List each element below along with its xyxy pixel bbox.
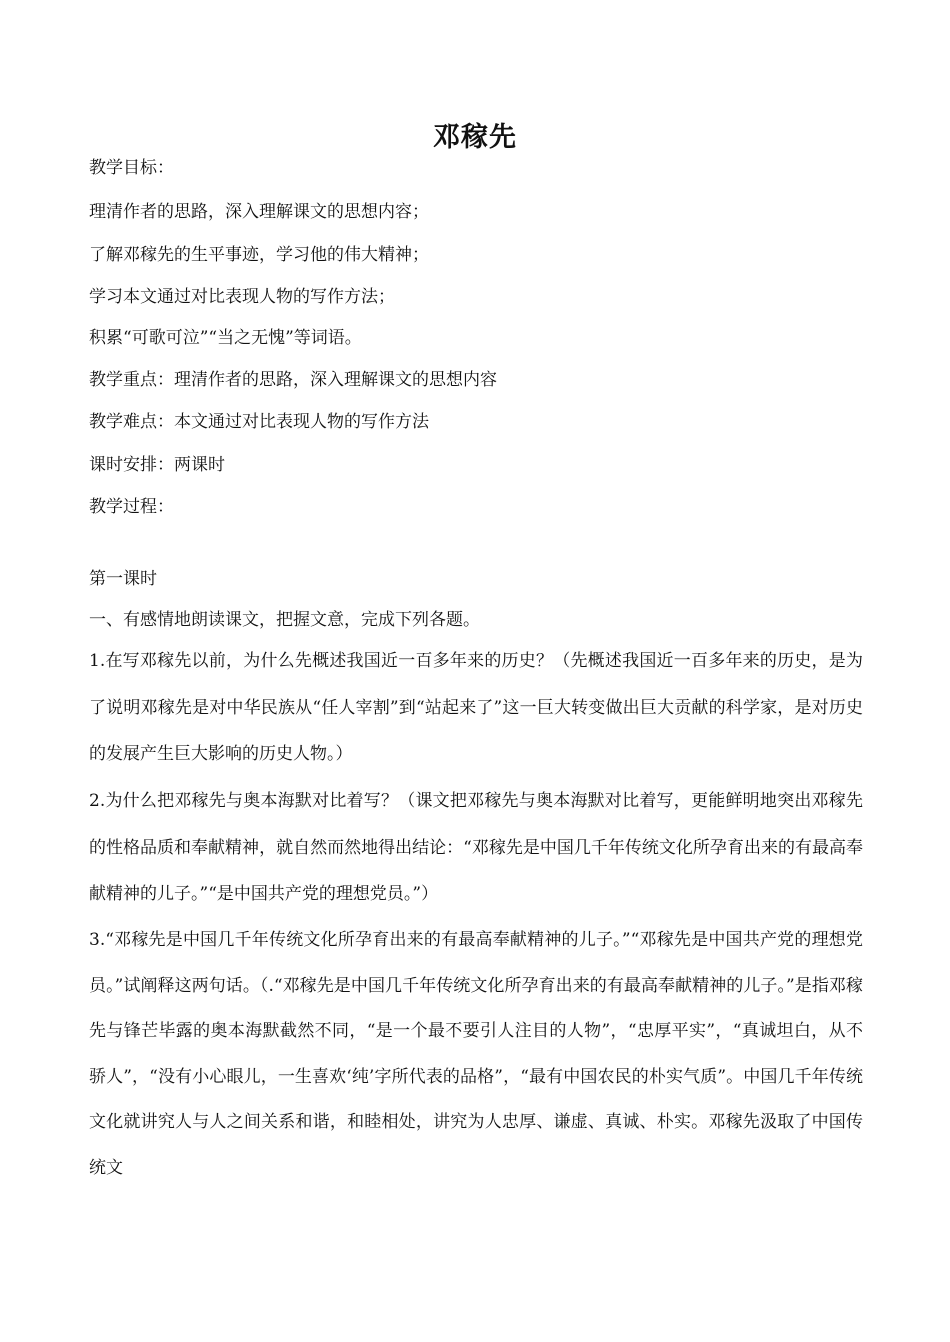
question-paragraph: 2.为什么把邓稼先与奥本海默对比着写？（课文把邓稼先与奥本海默对比着写，更能鲜明地突出邓稼先的性格品质和奉献精神，就自然而然地得出结论：“邓稼先是中国几千年传统文化所孕育出来的有最高奉献精神的儿子。”“是中国共产党的理想党员。”） (89, 791, 863, 904)
page-title: 邓稼先 (433, 122, 517, 153)
question-paragraph: 1.在写邓稼先以前，为什么先概述我国近一百多年来的历史？（先概述我国近一百多年来的历史，是为了说明邓稼先是对中华民族从“任人宰割”到“站起来了”这一巨大转变做出巨大贡献的科学家，是对历史的发展产生巨大影响的历史人物。） (89, 651, 863, 764)
difficulty-line: 教学难点：本文通过对比表现人物的写作方法 (89, 412, 429, 432)
question-paragraph: 3.“邓稼先是中国几千年传统文化所孕育出来的有最高奉献精神的儿子。”“邓稼先是中国共产党的理想党员。”试阐释这两句话。（.“邓稼先是中国几千年传统文化所孕育出来的有最高奉献精神的儿子。”是指邓稼先与锋芒毕露的奥本海默截然不同，“是一个最不要引人注目的人物”，“忠厚平实”，“真诚坦白，从不骄人”，“没有小心眼儿，一生喜欢‘纯’字所代表的品格”，“最有中国农民的朴实气质”。中国几千年传统文化就讲究人与人之间关系和谐，和睦相处，讲究为人忠厚、谦虚、真诚、朴实。邓稼先汲取了中国传统文 (89, 930, 863, 1178)
lesson-heading: 第一课时 (89, 569, 157, 589)
schedule-line: 课时安排：两课时 (89, 455, 225, 475)
objective-item: 积累“可歌可泣”“当之无愧”等词语。 (89, 328, 362, 348)
process-label: 教学过程： (89, 497, 174, 517)
key-point-line: 教学重点：理清作者的思路，深入理解课文的思想内容 (89, 370, 497, 390)
task-line: 一、有感情地朗读课文，把握文意，完成下列各题。 (89, 610, 480, 630)
objective-item: 学习本文通过对比表现人物的写作方法； (89, 287, 395, 307)
objective-item: 了解邓稼先的生平事迹，学习他的伟大精神； (89, 245, 429, 265)
section-label-objectives: 教学目标： (89, 158, 174, 178)
objective-item: 理清作者的思路，深入理解课文的思想内容； (89, 202, 429, 222)
